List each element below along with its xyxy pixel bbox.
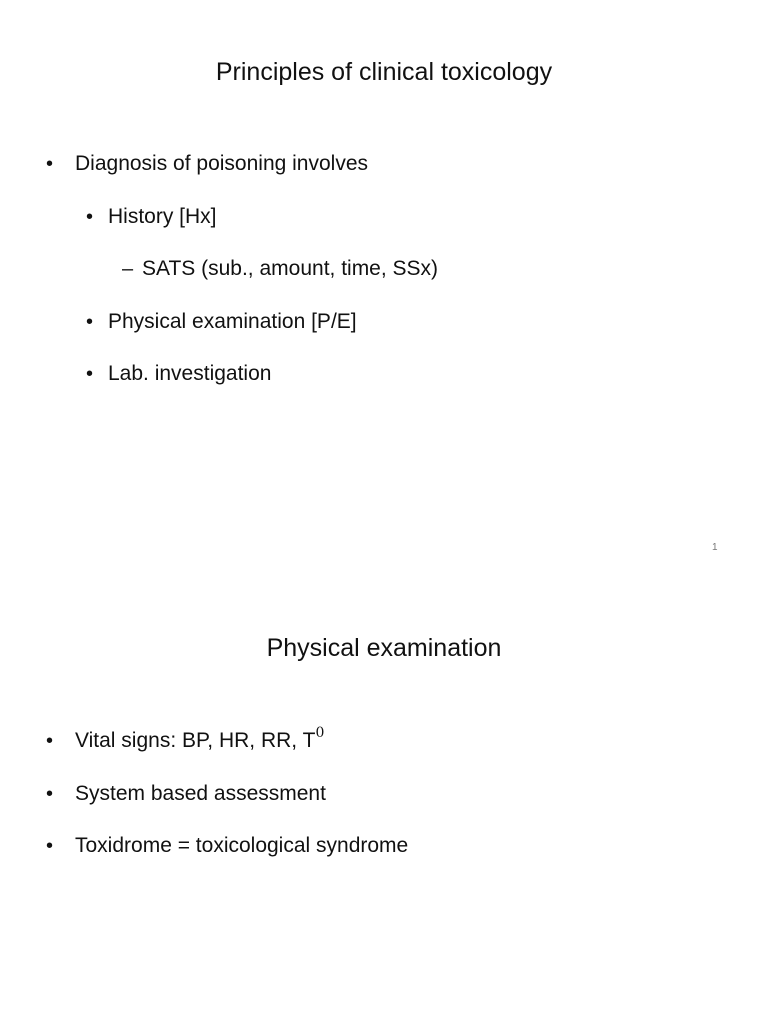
bullet-lab-investigation: Lab. investigation — [108, 362, 272, 385]
bullet-marker: • — [46, 153, 54, 175]
bullet-history: History [Hx] — [108, 205, 217, 228]
bullet-vital-signs — [75, 725, 325, 754]
temperature-superscript: 0 — [315, 725, 325, 741]
page-number: 1 — [712, 542, 718, 553]
bullet-marker: • — [46, 835, 54, 857]
vital-signs-text: Vital signs: BP, HR, RR, T — [75, 729, 316, 752]
slide-title: Principles of clinical toxicology — [215, 58, 553, 86]
bullet-marker: • — [86, 206, 94, 228]
bullet-toxidrome: Toxidrome = toxicological syndrome — [75, 834, 409, 857]
slide-title: Physical examination — [266, 634, 502, 662]
slide-physical-examination — [0, 576, 768, 1024]
bullet-marker: • — [46, 730, 54, 752]
bullet-marker: • — [46, 783, 54, 805]
bullet-marker: • — [86, 311, 94, 333]
bullet-physical-examination: Physical examination [P/E] — [108, 310, 357, 333]
bullet-system-based-assessment: System based assessment — [75, 782, 326, 805]
bullet-diagnosis-of-poisoning: Diagnosis of poisoning involves — [75, 152, 369, 175]
bullet-marker: • — [86, 363, 94, 385]
bullet-sats: SATS (sub., amount, time, SSx) — [142, 257, 439, 280]
dash-marker: – — [122, 258, 134, 280]
